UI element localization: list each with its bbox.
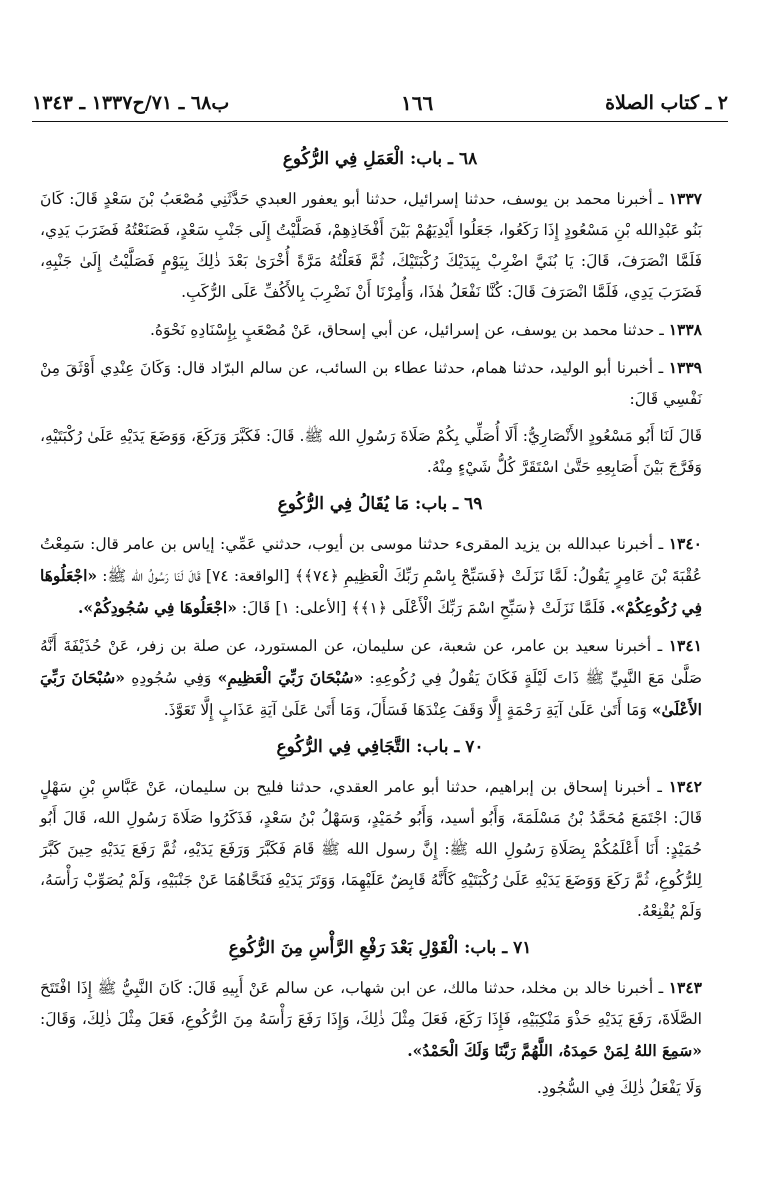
hadith-1338: ١٣٣٨ ـ حدثنا محمد بن يوسف، عن إسرائيل، عن أبي إسحاق، عَنْ مُصْعَبٍ بِإِسْنَادِهِ نَحْوَهُ. <box>149 320 702 339</box>
hadith-1342: ١٣٤٢ ـ أخبرنا إسحاق بن إبراهيم، حدثنا أبو عامر العقدي، حدثنا فليح بن سليمان، عَنْ عَبَّاسِ بْنِ سَهْلٍ قَالَ: اجْتَمَعَ مُحَمَّدُ بْنُ مَسْلَمَةَ، وَأَبُو أسيد، وَأَبُو حُمَيْدٍ، وَسَهْلُ بْنُ سَعْدٍ، فَذَكَرُوا صَلَاةَ رَسُولِ الله، قَالَ أَبُو حُمَيْدٍ: أَنَا أَعْلَمُكُمْ بِصَلَاةِ رَسُولِ الله ﷺ: إِنَّ رسول الله ﷺ قَامَ فَكَبَّرَ وَرَفَعَ يَدَيْهِ، ثُمَّ رَفَعَ يَدَيْهِ حِينَ كَبَّرَ لِلرُّكُوعِ، ثُمَّ رَكَعَ وَوَضَعَ يَدَيْهِ عَلَىٰ رُكْبَتَيْهِ كَأَنَّهُ قَابِضٌ عَلَيْهِمَا، وَوَتَرَ يَدَيْهِ فَنَحَّاهُمَا عَنْ جَنْبَيْهِ، وَلَمْ يُصَوِّبْ رَأْسَهُ، وَلَمْ يُقْنِعْهُ. <box>40 777 702 920</box>
header-divider <box>32 121 728 122</box>
hadith-1343: ١٣٤٣ ـ أخبرنا خالد بن مخلد، حدثنا مالك، عن ابن شهاب، عن سالم عَنْ أَبِيهِ قَالَ: كَانَ النَّبِيُّ ﷺ إِذَا افْتَتَحَ الصَّلَاةَ، رَفَعَ يَدَيْهِ حَذْوَ مَنْكِبَيْهِ، فَإِذَا رَكَعَ، فَعَلَ مِثْلَ ذٰلِكَ، وَإِذَا رَفَعَ رَأْسَهُ مِنَ الرُّكُوعِ، فَعَلَ مِثْلَ ذٰلِكَ، وَقَالَ: «سَمِعَ اللهُ لِمَنْ حَمِدَهُ، اللَّهُمَّ رَبَّنَا وَلَكَ الْحَمْدُ». <box>40 978 702 1060</box>
page-header <box>32 88 728 118</box>
hadith-1337: ١٣٣٧ ـ أخبرنا محمد بن يوسف، حدثنا إسرائيل، حدثنا أبو يعفور العبدي حَدَّثَنِي مُصْعَبُ بْنَ سَعْدٍ قَالَ: كَانَ بَنُو عَبْدِالله بْنِ مَسْعُودٍ إِذَا رَكَعُوا، جَعَلُوا أَيْدِيَهُمْ بَيْنَ أَفْخَاذِهِمْ، فَصَلَّيْتُ إِلَى جَنْبِ سَعْدٍ، فَصَنَعْتُهُ فَضَرَبَ يَدِي، فَلَمَّا انْصَرَفَ، قَالَ: يَا بُنَيَّ اضْرِبْ بِيَدَيْكَ رُكْبَتَيْكَ، ثُمَّ فَعَلْتُهُ مَرَّةً أُخْرَىٰ بَعْدَ ذٰلِكَ بِيَوْمٍ فَصَلَّيْتُ إِلَىٰ جَنْبِهِ، فَضَرَبَ يَدِي، فَلَمَّا انْصَرَفَ قَالَ: كُنَّا نَفْعَلُ هٰذَا، وَأُمِرْنَا أَنْ نَضْرِبَ بِالأَكُفِّ عَلَى الرُّكَبِ. <box>40 189 702 301</box>
quran-verse-waqia: ﴿فَسَبِّحْ بِاسْمِ رَبِّكَ الْعَظِيمِ ﴿٧٤﴾﴾ <box>294 567 506 585</box>
verse-reference: [الواقعة: ٧٤] <box>205 567 290 585</box>
hadith-1341: ١٣٤١ ـ أخبرنا سعيد بن عامر، عن شعبة، عن سليمان، عن المستورد، عن صلة بن زفر، عَنْ حُذَيْفَةَ أَنَّهُ صَلَّىٰ مَعَ النَّبِيِّ ﷺ ذَاتَ لَيْلَةٍ فَكَانَ يَقُولُ فِي رُكُوعِهِ: «سُبْحَانَ رَبِّيَ الْعَظِيمِ» وَفِي سُجُودِهِ «سُبْحَانَ رَبِّيَ الأَعْلَىٰ» وَمَا أَتَىٰ عَلَىٰ آيَةِ رَحْمَةٍ إِلَّا وَقَفَ عِنْدَهَا فَسَأَلَ، وَمَا أَتَىٰ عَلَىٰ آيَةِ عَذَابٍ إِلَّا تَعَوَّذَ. <box>40 636 703 719</box>
header-page-number: ١٦٦ <box>401 91 434 115</box>
quran-verse-ala: ﴿سَبِّحِ اسْمَ رَبِّكَ الْأَعْلَى ﴿١﴾﴾ <box>351 599 537 617</box>
hadith-1340: ١٣٤٠ ـ أخبرنا عبدالله بن يزيد المقرىء حدثنا موسى بن أيوب، حدثني عَمِّي: إياس بن عامر قال: سَمِعْتُ عُقْبَةَ بْنَ عَامِرٍ يَقُولُ: لَمَّا نَزَلَتْ ﴿فَسَبِّحْ بِاسْمِ رَبِّكَ الْعَظِيمِ ﴿٧٤﴾﴾ [الواقعة: ٧٤] قَالَ لَنَا رَسُولُ الله ﷺ: «اجْعَلُوهَا فِي رُكُوعِكُمْ». فَلَمَّا نَزَلَتْ ﴿سَبِّحِ اسْمَ رَبِّكَ الْأَعْلَى ﴿١﴾﴾ [الأعلى: ١] قَالَ: «اجْعَلُوهَا فِي سُجُودِكُمْ». <box>40 534 703 617</box>
chapter-heading-70: ٧٠ ـ باب: التَّجَافِي فِي الرُّكُوعِ <box>276 737 484 757</box>
hadith-1343-continuation: وَلَا يَفْعَلُ ذٰلِكَ فِي السُّجُودِ. <box>536 1079 702 1097</box>
verse-reference: [الأعلى: ١] <box>275 599 347 617</box>
chapter-heading-71: ٧١ ـ باب: الْقَوْلِ بَعْدَ رَفْعِ الرَّأْسِ مِنَ الرُّكُوعِ <box>228 938 532 958</box>
chapter-heading-69: ٦٩ ـ باب: مَا يُقَالُ فِي الرُّكُوعِ <box>277 494 483 514</box>
page-content <box>40 140 720 1110</box>
header-book-title: ٢ ـ كتاب الصلاة <box>605 92 728 114</box>
chapter-heading-68: ٦٨ ـ باب: الْعَمَلِ فِي الرُّكُوعِ <box>282 149 478 169</box>
header-range: ب٦٨ ـ ٧١/ح١٣٣٧ ـ ١٣٤٣ <box>32 92 230 114</box>
hadith-1339: ١٣٣٩ ـ أخبرنا أبو الوليد، حدثنا همام، حدثنا عطاء بن السائب، عن سالم البرّاد قال: وَكَانَ عِنْدِي أَوْثَقَ مِنْ نَفْسِي قَالَ: <box>40 358 702 408</box>
hadith-1339-continuation: قَالَ لَنَا أَبُو مَسْعُودٍ الأَنْصَارِيُّ: أَلَا أُصَلِّي بِكُمْ صَلَاةَ رَسُولِ الله ﷺ. قَالَ: فَكَبَّرَ وَرَكَعَ، وَوَضَعَ يَدَيْهِ عَلَىٰ رُكْبَتَيْهِ، وَفَرَّجَ بَيْنَ أَصَابِعِهِ حَتَّىٰ اسْتَقَرَّ كُلُّ شَيْءٍ مِنْهُ. <box>40 427 702 476</box>
